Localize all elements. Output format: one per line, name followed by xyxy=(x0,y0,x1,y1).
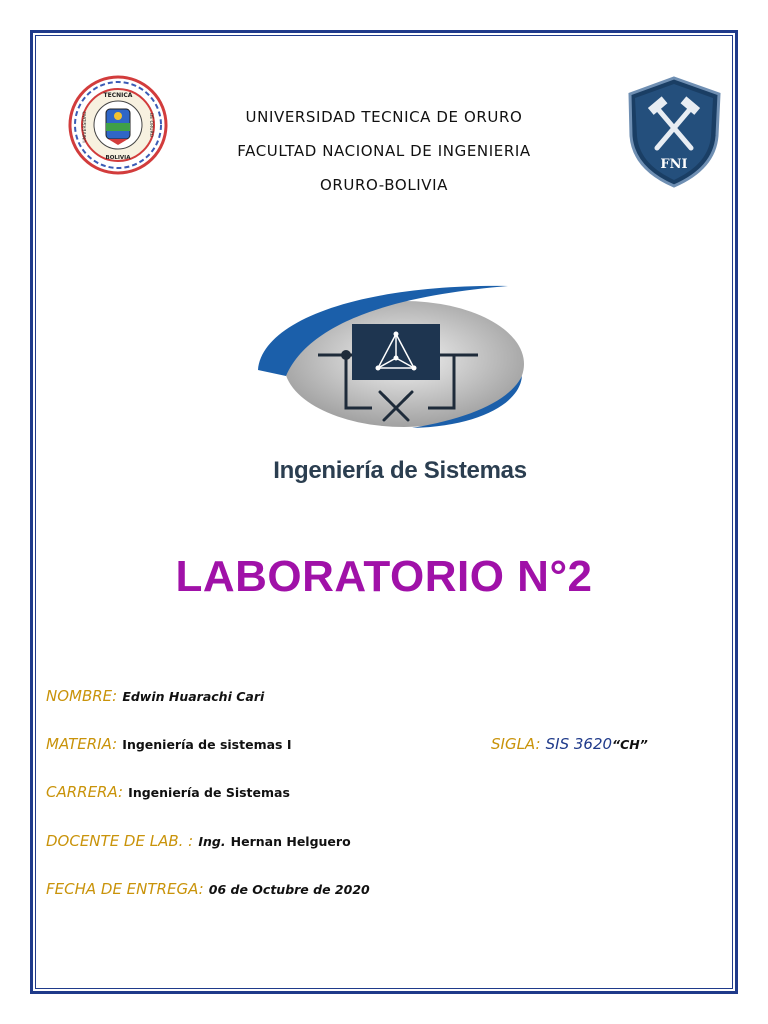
field-fecha-value: 06 de Octubre de 2020 xyxy=(208,882,370,897)
header-location: ORURO-BOLIVIA xyxy=(319,176,449,194)
seal-left-text: UNIVERSIDAD xyxy=(83,111,88,143)
field-fecha xyxy=(46,879,370,898)
seal-bottom-text: BOLIVIA xyxy=(105,155,131,161)
field-docente-value: Hernan Helguero xyxy=(230,834,351,849)
field-fecha-label: FECHA DE ENTREGA: xyxy=(46,880,204,898)
field-nombre-value: Edwin Huarachi Cari xyxy=(122,689,265,704)
field-carrera-value: Ingeniería de Sistemas xyxy=(128,785,290,800)
seal-top-text: TECNICA xyxy=(103,92,133,99)
field-sigla xyxy=(491,734,648,753)
header-university: UNIVERSIDAD TECNICA DE ORURO xyxy=(245,108,523,126)
systems-engineering-emblem xyxy=(252,280,527,430)
field-nombre xyxy=(46,686,264,705)
field-docente xyxy=(46,831,351,850)
field-materia-value: Ingeniería de sistemas I xyxy=(122,737,292,752)
field-carrera-label: CARRERA: xyxy=(46,783,124,801)
field-materia-label: MATERIA xyxy=(46,735,113,753)
fni-shield-logo xyxy=(627,76,722,188)
field-docente-title: Ing. xyxy=(198,834,226,849)
field-nombre-label: NOMBRE: xyxy=(46,687,118,705)
field-docente-label: DOCENTE DE LAB. : xyxy=(46,832,194,850)
university-seal-logo xyxy=(68,75,168,175)
field-sigla-suffix: “CH” xyxy=(612,737,648,752)
field-materia xyxy=(46,734,291,753)
field-sigla-label: SIGLA: xyxy=(491,735,541,753)
lab-title: LABORATORIO N°2 xyxy=(175,552,593,601)
seal-right-text: DE ORURO xyxy=(148,112,153,138)
emblem-title: Ingeniería de Sistemas xyxy=(273,457,527,484)
field-carrera xyxy=(46,782,290,801)
field-sigla-value: SIS 3620 xyxy=(545,735,613,753)
field-materia-sep: : xyxy=(112,735,118,753)
fni-text: FNI xyxy=(660,157,688,172)
header-faculty: FACULTAD NACIONAL DE INGENIERIA xyxy=(237,142,531,160)
